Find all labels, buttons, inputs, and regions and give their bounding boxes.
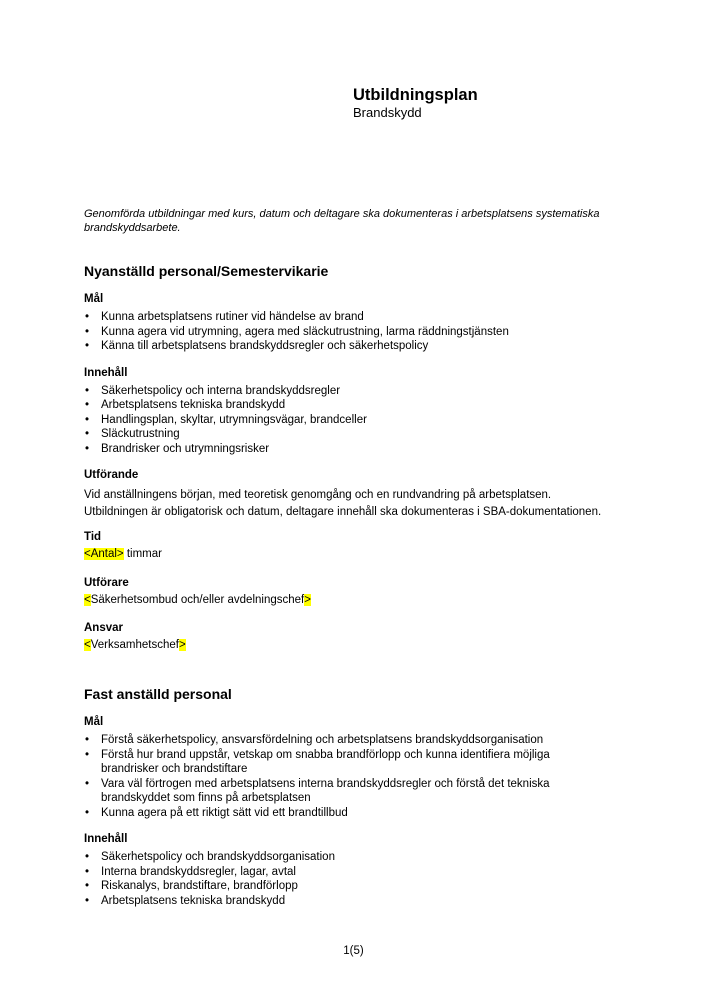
list-item: • Brandrisker och utrymningsrisker (84, 442, 644, 457)
content-list (84, 850, 644, 908)
bracket-open: < (84, 593, 91, 606)
document-subtitle: Brandskydd (353, 105, 422, 120)
intro-text: Genomförda utbildningar med kurs, datum och deltagare ska dokumenteras i arbetsplatsens systematiska brandskyddsarbete. (84, 208, 600, 234)
responsible-heading: Ansvar (84, 622, 123, 634)
execution-text-1: Vid anställningens början, med teoretisk genomgång och en rundvandring på arbetsplatsen. (84, 489, 552, 501)
list-item: • Handlingsplan, skyltar, utrymningsvägar, brandceller (84, 413, 644, 428)
time-unit: timmar (123, 548, 162, 560)
list-item: • Förstå hur brand uppstår, vetskap om snabba brandförlopp och kunna identifiera möjliga brandrisker och brandstiftare (84, 748, 584, 777)
list-item: • Säkerhetspolicy och brandskyddsorganisation (84, 850, 644, 865)
list-item: • Arbetsplatsens tekniska brandskydd (84, 894, 644, 909)
section-heading: Fast anställd personal (84, 686, 232, 702)
list-item: • Förstå säkerhetspolicy, ansvarsfördelning och arbetsplatsens brandskyddsorganisation (84, 733, 584, 748)
goals-heading: Mål (84, 293, 104, 305)
page-number: 1(5) (343, 945, 364, 957)
execution-text-2: Utbildningen är obligatorisk och datum, deltagare innehåll ska dokumenteras i SBA-dokumentationen. (84, 506, 602, 518)
time-placeholder: <Antal> (84, 548, 124, 560)
content-heading: Innehåll (84, 833, 128, 845)
list-item: • Känna till arbetsplatsens brandskyddsregler och säkerhetspolicy (84, 339, 644, 354)
time-value (84, 547, 644, 562)
responsible-value (84, 638, 644, 653)
list-item: • Kunna agera på ett riktigt sätt vid ett brandtillbud (84, 806, 584, 821)
time-heading: Tid (84, 531, 102, 543)
section-new-staff (84, 262, 644, 653)
list-item: • Säkerhetspolicy och interna brandskyddsregler (84, 384, 644, 399)
document-title: Utbildningsplan (353, 86, 478, 104)
list-item: • Kunna agera vid utrymning, agera med släckutrustning, larma räddningstjänsten (84, 325, 644, 340)
instructor-text: Säkerhetsombud och/eller avdelningschef (90, 593, 305, 606)
list-item: • Interna brandskyddsregler, lagar, avtal (84, 865, 644, 880)
content-list (84, 384, 644, 457)
goals-list (84, 310, 644, 354)
bracket-close: > (304, 593, 311, 606)
instructor-value (84, 593, 644, 608)
section-heading: Nyanställd personal/Semestervikarie (84, 263, 329, 279)
bracket-open: < (84, 639, 91, 651)
instructor-heading: Utförare (84, 576, 129, 589)
list-item: • Kunna arbetsplatsens rutiner vid händelse av brand (84, 310, 644, 325)
goals-heading: Mål (84, 716, 104, 728)
list-item: • Arbetsplatsens tekniska brandskydd (84, 398, 644, 413)
execution-heading: Utförande (84, 469, 139, 481)
bracket-close: > (178, 639, 186, 651)
responsible-text: Verksamhetschef (90, 639, 179, 651)
list-item: • Släckutrustning (84, 427, 644, 442)
section-permanent-staff (84, 685, 644, 908)
list-item: • Riskanalys, brandstiftare, brandförlopp (84, 879, 644, 894)
content-heading: Innehåll (84, 366, 128, 379)
goals-list (84, 733, 584, 820)
list-item: • Vara väl förtrogen med arbetsplatsens interna brandskyddsregler och förstå det tekniska brandskyddet som finns på arbetsplatsen (84, 777, 584, 806)
